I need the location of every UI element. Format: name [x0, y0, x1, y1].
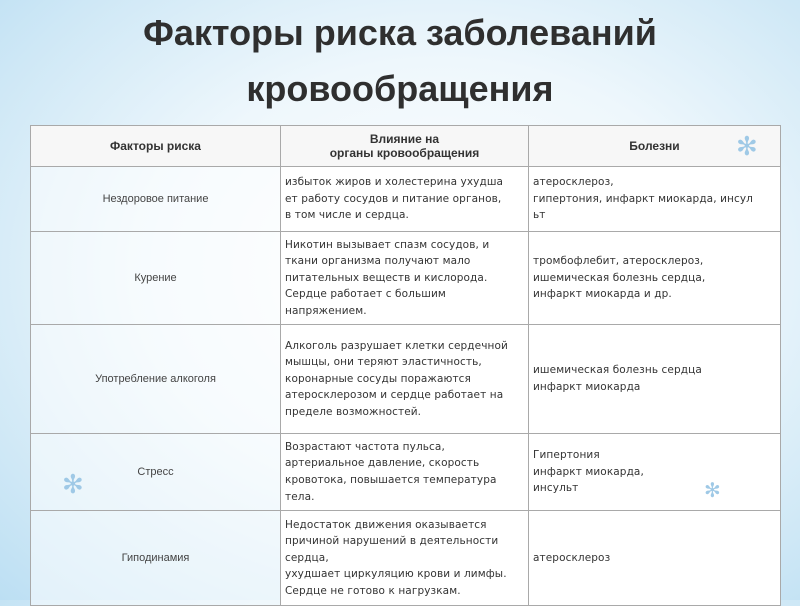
- table-row: [31, 232, 781, 325]
- table-row: [31, 434, 781, 511]
- factor-cell: Нездоровое питание: [31, 167, 281, 232]
- snowflake-icon: ✻: [736, 132, 758, 162]
- table-row: [31, 511, 781, 606]
- header-diseases: Болезни: [529, 126, 781, 167]
- snowflake-icon: ✻: [62, 470, 84, 500]
- snowflake-icon: ✻: [704, 478, 721, 502]
- effect-cell: Возрастают частота пульса, артериальное давление, скорость кровотока, повышается температура тела.: [281, 434, 529, 511]
- slide-title-line-1: Факторы риска заболеваний: [143, 12, 657, 53]
- header-factors: Факторы риска: [31, 126, 281, 167]
- factor-cell: Стресс: [31, 434, 281, 511]
- disease-cell: атеросклероз, гипертония, инфаркт миокарда, инсул ьт: [529, 167, 781, 232]
- disease-cell: тромбофлебит, атеросклероз, ишемическая болезнь сердца, инфаркт миокарда и др.: [529, 232, 781, 325]
- table-row: [31, 167, 781, 232]
- table-header-row: [31, 126, 781, 167]
- effect-cell: Недостаток движения оказывается причиной нарушений в деятельности сердца, ухудшает циркуляцию крови и лимфы. Сердце не готово к нагрузкам.: [281, 511, 529, 606]
- factor-cell: Употребление алкоголя: [31, 325, 281, 434]
- factor-cell: Гиподинамия: [31, 511, 281, 606]
- disease-cell: атеросклероз: [529, 511, 781, 606]
- risk-factors-table: [30, 125, 781, 606]
- table-row: [31, 325, 781, 434]
- header-effect: Влияние на органы кровообращения: [281, 126, 529, 167]
- disease-cell: ишемическая болезнь сердца инфаркт миокарда: [529, 325, 781, 434]
- slide-title-line-2: кровообращения: [246, 68, 554, 109]
- factor-cell: Курение: [31, 232, 281, 325]
- effect-cell: Алкоголь разрушает клетки сердечной мышцы, они теряют эластичность, коронарные сосуды поражаются атеросклерозом и сердце работает на пределе возможностей.: [281, 325, 529, 434]
- effect-cell: Никотин вызывает спазм сосудов, и ткани организма получают мало питательных веществ и кислорода. Сердце работает с большим напряжением.: [281, 232, 529, 325]
- effect-cell: избыток жиров и холестерина ухудша ет работу сосудов и питание органов, в том числе и сердца.: [281, 167, 529, 232]
- disease-cell: Гипертония инфаркт миокарда, инсульт: [529, 434, 781, 511]
